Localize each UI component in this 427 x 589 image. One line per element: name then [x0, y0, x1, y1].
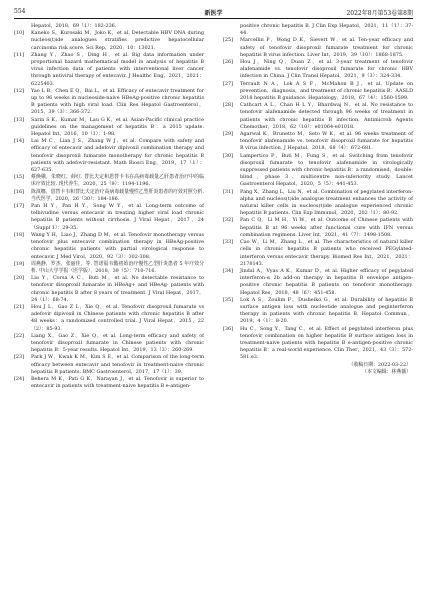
reference-number: [33]	[223, 239, 234, 246]
reference-number: [35]	[223, 296, 234, 303]
reference-text: Yao L B，Chen E Q，Bai L，et al. Efficacy of entecavir treatment for up to 96 weeks in nucleoside-naive HBeAg-positive chronic hepatitis B patients with high viral load. Clin Res Hepatol Gastroenterol，2015，39（3）：366-372.	[31, 87, 204, 116]
reference-number: [11]	[14, 51, 25, 58]
reference-text: Jindal A，Vyas A K，Kumar D，et al. Higher efficacy of pegylated interferon-α 2b add-on therapy in hepatitis B envelope antigen-positive chronic hepatitis B patients on tenofovir monotherapy. Hepatol Res，2018，48（6）：451-458.	[240, 267, 413, 296]
reference-text: 陈滇娜，恩替卡韦和替比夫定治疗高病毒载量慢性乙型肝炎患者的疗效对照分析. 当代医学，2020，26（30）：184-186.	[31, 188, 204, 202]
editor-note: （本文编辑：林燕薇）	[362, 368, 411, 375]
reference-item	[14, 304, 204, 333]
reference-text: Lai M C，Lian J S，Zhang W J，et al. Compare with safety and efficacy of entecavir and adefovir dipivoxil combination therapy and tenofovir disoproxil fumarate monotherapy for chronic hepatitis B patients with adefovir-resistant. Math Biosci Eng，2019，17（1）：627-635.	[31, 138, 204, 174]
reference-number: [18]	[14, 231, 25, 238]
reference-text: Marcellin P，Wong D K，Sievert W，et al. Ten-year efficacy and safety of tenofovir disoproxil fumarate treatment for chronic hepatitis B virus infection. Liver Int，2019，39（10）：1868-1875.	[240, 37, 413, 58]
issue-info: 2022年8月第53卷第8期	[346, 10, 413, 17]
reference-text: Hou J，Ning Q，Duan Z，et al. 3-year treatment of tenofovir alafenamide vs. tenofovir disoproxil fumarate for chronic HBV infection in China. J Clin Transl Hepatol，2021，9（3）：324-334.	[240, 59, 413, 80]
reference-text: 周燕静，罗杰，张丽佳，等. 替诺福韦酯初始治疗慢性乙型肝炎患者 5 年疗效分析. 中山大学学报（医学版），2018，39（5）：710-716.	[31, 260, 204, 274]
reference-number: [30]	[223, 152, 234, 159]
reference-item	[223, 37, 413, 59]
received-date: （收稿日期：2022-03-22）	[348, 361, 411, 368]
reference-number: [28]	[223, 102, 234, 109]
reference-list-left	[14, 30, 204, 390]
reference-number: [16]	[14, 188, 25, 195]
reference-number: [36]	[223, 325, 234, 332]
reference-text: Liang X，Gao Z，Xie Q，et al. Long-term efficacy and safety of tenofovir disoproxil fumarate in Chinese patients with chronic hepatitis B：5-year results. Hepatol Int，2019，13（3）：260-269.	[31, 332, 204, 354]
reference-item	[223, 131, 413, 153]
reference-text: Lampertico P，Buti M，Fung S，et al. Switching from tenofovir disoproxil fumarate to tenofovir alafenamide in virologically suppressed patients with chronic hepatitis B：a randomised，double-blind，phase 3，multicentre non-inferiority study. Lancet Gastroenterol Hepatol，2020，5（5）：441-453.	[240, 152, 413, 188]
reference-number: [27]	[223, 80, 234, 87]
page-number: 554	[14, 8, 26, 15]
reference-text: Pang X，Zhang L，Liu N，et al. Combination of pegylated interferon-alpha and nucleos(t)ide analogue treatment enhances the activity of natural killer cells in nucleos(t)ide analogue experienced chronic hepatitis B patients. Clin Exp Immunol，2020，202（1）：80-92.	[240, 188, 413, 217]
reference-number: [34]	[223, 267, 234, 274]
reference-number: [22]	[14, 332, 25, 339]
reference-item	[223, 153, 413, 189]
reference-text: Pan H Y，Pan H Y，Song W Y，et al. Long-term outcome of telbivudine versus entecavir in treating higher viral load chronic hepatitis B patients without cirrhosis. J Viral Hepat，2017，24（Suppl 1）：29-35.	[31, 203, 204, 231]
reference-text: Cathcart A L，Chan H L Y，Bhardwaj N，et al. No resistance to tenofovir alafenamide detected through 96 weeks of treatment in patients with chronic hepatitis B infection. Antimicrob Agents Chemother，2018，62（10）：e01064-e01018.	[240, 102, 413, 130]
reference-number: [23]	[14, 354, 25, 361]
reference-item	[14, 376, 204, 390]
reference-item	[14, 117, 204, 139]
reference-item	[223, 59, 413, 81]
reference-item	[223, 102, 413, 131]
reference-text: Park J W，Kwak K M，Kim S E，et al. Comparison of the long-term efficacy between entecavir and tenofovir in treatment-naive chronic hepatitis B patients. BMC Gastroenterol，2017，17（1）：39.	[31, 354, 204, 375]
reference-item	[14, 261, 204, 275]
reference-item	[14, 52, 204, 88]
reference-item	[223, 189, 413, 218]
reference-item	[14, 174, 204, 188]
reference-number: [10]	[14, 30, 25, 37]
reference-item	[14, 203, 204, 232]
reference-continuation: Hepatol，2018，69（1）：182-236.	[31, 23, 117, 29]
reference-number: [13]	[14, 116, 25, 123]
reference-continuation: positive chronic hepatitis B. J Clin Exp Hepatol，2021，11（1）：37-44.	[240, 23, 413, 37]
reference-text: 蔡焕娥，朱晓红，薛红. 替比夫定和恩替卡韦在高病毒载量乙肝患者治疗中的临床疗效比较. 现代养生，2020，25（9）：1194-1196.	[31, 174, 204, 188]
reference-number: [31]	[223, 188, 234, 195]
reference-number: [21]	[14, 303, 25, 310]
reference-number: [32]	[223, 217, 234, 224]
reference-item	[14, 232, 204, 261]
reference-item	[14, 275, 204, 304]
reference-number: [12]	[14, 87, 25, 94]
page-header	[14, 8, 413, 18]
reference-number: [26]	[223, 59, 234, 66]
reference-number: [19]	[14, 260, 25, 267]
reference-text: Zhang Y，Zhao S，Ding H，et al. Big data information under proportional hazard mathematical model in analysis of hepatitis B virus infection data of patients with interventional liver cancer through antiviral therapy of entecavir. J Healthc Eng，2021，2021：6225403.	[31, 51, 204, 87]
reference-item	[14, 189, 204, 203]
reference-item	[14, 333, 204, 355]
journal-title: 新医学	[204, 10, 223, 17]
reference-item	[14, 138, 204, 174]
reference-item	[223, 268, 413, 297]
reference-item	[223, 81, 413, 103]
reference-text: Liu Y，Corsa A C，Buti M，et al. No detectable resistance to tenofovir disoproxil fumarate in HBeAg+ and HBeAg- patients with chronic hepatitis B after 8 years of treatment. J Viral Hepat，2017，24（1）：68-74.	[31, 275, 204, 303]
reference-text: Behera M K，Pati G K，Narayan J，et al. Tenofovir is superior to entecavir in patients with treatment-naive hepatitis B e-antigen-	[31, 375, 204, 390]
reference-text: Sarin S K，Kumar M，Lau G K，et al. Asian-Pacific clinical practice guidelines on the management of hepatitis B：a 2015 update. Hepatol Int，2016，10（1）：1-98.	[31, 116, 204, 138]
reference-text: Hu C，Song Y，Tang C，et al. Effect of pegylated interferon plus tenofovir combination on higher hepatitis B surface antigen loss in treatment-naive patients with hepatitis B e-antigen-positive chronic hepatitis B：a real-world experience. Clin Ther，2021，43（3）：572-581.e3.	[240, 325, 413, 361]
reference-number: [29]	[223, 131, 234, 138]
reference-item	[223, 217, 413, 239]
reference-number: [25]	[223, 37, 234, 44]
reference-number: [20]	[14, 275, 25, 282]
reference-item	[14, 88, 204, 117]
header-rule	[14, 18, 413, 19]
reference-item	[223, 297, 413, 326]
reference-text: Hou J L，Gao Z L，Xie Q，et al. Tenofovir disoproxil fumarate vs adefovir dipivoxil in Chinese patients with chronic hepatitis B after 48 weeks：a randomized controlled trial. J Viral Hepat，2015，22（2）：85-93.	[31, 303, 204, 332]
right-column	[223, 23, 413, 376]
reference-text: Kaneko S，Kurosaki M，Joko K，et al. Detectable HBV DNA during nucleos(t)ide analogues stratifies predictive hepatocellular carcinoma risk score. Sci Rep，2020，10：13021.	[31, 30, 204, 51]
reference-item	[14, 30, 204, 52]
reference-number: [17]	[14, 203, 25, 210]
reference-text: Lok A S，Zoulim F，Dusheiko G，et al. Durability of hepatitis B surface antigen loss with nucleotide analogue and peginterferon therapy in patients with chronic hepatitis B. Hepatol Commun，2019，4（1）：8-20.	[240, 296, 413, 325]
reference-item	[223, 326, 413, 362]
reference-text: Cao W，Li M，Zhang L，et al. The characteristics of natural killer cells in chronic hepatitis B patients who received PEGylated-interferon versus entecavir therapy. Biomed Res Int，2021，2021：2178143.	[240, 239, 413, 267]
reference-item	[223, 239, 413, 268]
reference-item	[14, 354, 204, 376]
reference-text: Terrault N A，Lok A S F，McMahon B J，et al. Update on prevention，diagnosis，and treatment of chronic hepatitis B：AASLD 2018 hepatitis B guidance. Hepatology，2018，67（4）：1560-1599.	[240, 80, 413, 102]
reference-number: [15]	[14, 174, 25, 181]
reference-text: Agarwal K，Brunetto M，Seto W K，et al. 96 weeks treatment of tenofovir alafenamide vs. tenofovir disoproxil fumarate for hepatitis B virus infection. J Hepatol，2018，68（4）：672-681.	[240, 131, 413, 152]
reference-number: [14]	[14, 138, 25, 145]
reference-number: [24]	[14, 375, 25, 382]
reference-text: Wang Y H，Liao J，Zhang D M，et al. Tenofovir monotherapy versus tenofovir plus entecavir combination therapy in HBeAg-positive chronic hepatitis patients with partial virological response to entecavir. J Med Virol，2020，92（3）：302-308.	[31, 231, 204, 260]
reference-list-right	[223, 37, 413, 361]
left-column	[14, 23, 204, 390]
reference-text: Pan C Q，Li M H，Yi W，et al. Outcome of Chinese patients with hepatitis B at 96 weeks after functional cure with IFN versus combination regimens. Liver Int，2021，41（7）：1498-1508.	[240, 217, 413, 238]
